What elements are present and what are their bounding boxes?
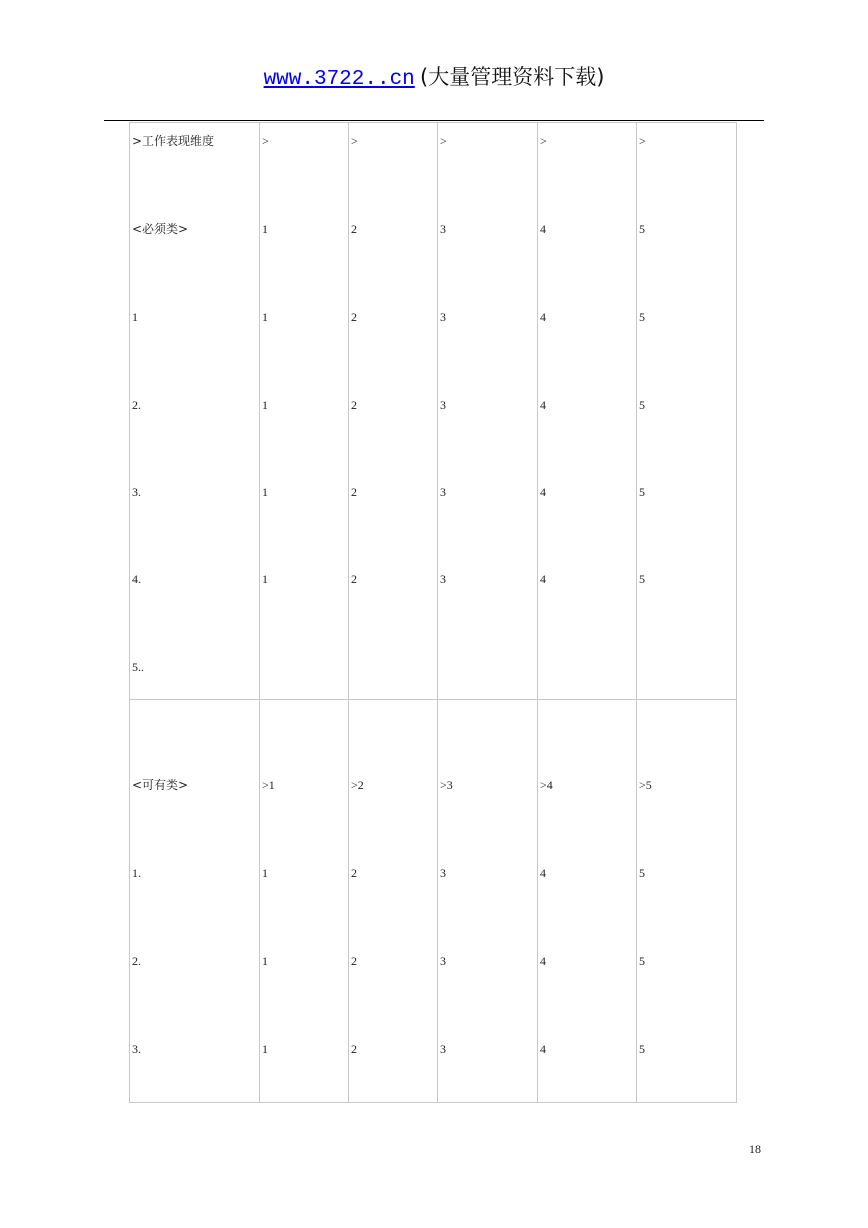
row-label: <可有类> bbox=[132, 778, 189, 792]
rating-cell: 1 bbox=[262, 572, 268, 586]
rating-cell: 2 bbox=[351, 310, 357, 324]
rating-cell: 4 bbox=[540, 866, 546, 880]
rating-cell: 5 bbox=[639, 485, 645, 499]
column-divider bbox=[259, 122, 260, 1103]
rating-cell: 5 bbox=[639, 222, 645, 236]
rating-cell: 3 bbox=[440, 485, 446, 499]
rating-cell: 3 bbox=[440, 866, 446, 880]
rating-cell: 1 bbox=[262, 398, 268, 412]
rating-cell: 5 bbox=[639, 866, 645, 880]
rating-cell: 2 bbox=[351, 485, 357, 499]
rating-cell: 5 bbox=[639, 310, 645, 324]
rating-cell: 1 bbox=[262, 866, 268, 880]
rating-cell: > bbox=[639, 134, 646, 148]
rating-cell: 3 bbox=[440, 398, 446, 412]
rating-cell: 5 bbox=[639, 1042, 645, 1056]
rating-cell: 4 bbox=[540, 954, 546, 968]
rating-cell: 3 bbox=[440, 222, 446, 236]
rating-cell: 3 bbox=[440, 954, 446, 968]
rating-cell: 3 bbox=[440, 1042, 446, 1056]
rating-cell: 2 bbox=[351, 398, 357, 412]
rating-table bbox=[129, 122, 737, 1103]
row-label: 1 bbox=[132, 310, 138, 324]
column-divider bbox=[437, 122, 438, 1103]
rating-cell: > bbox=[351, 134, 358, 148]
rating-cell: > bbox=[540, 134, 547, 148]
rating-cell: >5 bbox=[639, 778, 652, 792]
rating-cell: 4 bbox=[540, 572, 546, 586]
rating-cell: 2 bbox=[351, 1042, 357, 1056]
rating-cell: >4 bbox=[540, 778, 553, 792]
rating-cell: 1 bbox=[262, 222, 268, 236]
section-divider bbox=[129, 699, 737, 700]
row-label: <必须类> bbox=[132, 222, 189, 236]
rating-cell: 4 bbox=[540, 485, 546, 499]
page-header bbox=[0, 62, 868, 95]
header-note: (大量管理资料下载) bbox=[420, 65, 605, 89]
rating-cell: 5 bbox=[639, 954, 645, 968]
rating-cell: 4 bbox=[540, 310, 546, 324]
row-label: 2. bbox=[132, 398, 141, 412]
rating-cell: > bbox=[440, 134, 447, 148]
rating-cell: 5 bbox=[639, 572, 645, 586]
rating-cell: 1 bbox=[262, 485, 268, 499]
rating-cell: >2 bbox=[351, 778, 364, 792]
row-label: 2. bbox=[132, 954, 141, 968]
rating-cell: > bbox=[262, 134, 269, 148]
rating-cell: 2 bbox=[351, 572, 357, 586]
row-label: 3. bbox=[132, 485, 141, 499]
rating-cell: 2 bbox=[351, 954, 357, 968]
column-divider bbox=[636, 122, 637, 1103]
row-label: >工作表现维度 bbox=[132, 134, 215, 148]
row-label: 4. bbox=[132, 572, 141, 586]
row-label: 1. bbox=[132, 866, 141, 880]
rating-cell: >1 bbox=[262, 778, 275, 792]
column-divider bbox=[537, 122, 538, 1103]
rating-cell: 1 bbox=[262, 954, 268, 968]
page-number: 18 bbox=[749, 1142, 761, 1156]
rating-cell: 1 bbox=[262, 310, 268, 324]
rating-cell: 3 bbox=[440, 310, 446, 324]
rating-cell: 5 bbox=[639, 398, 645, 412]
rating-cell: 3 bbox=[440, 572, 446, 586]
rating-cell: 4 bbox=[540, 1042, 546, 1056]
rating-cell: 1 bbox=[262, 1042, 268, 1056]
rating-cell: 2 bbox=[351, 866, 357, 880]
rating-cell: 2 bbox=[351, 222, 357, 236]
rating-cell: 4 bbox=[540, 222, 546, 236]
row-label: 5.. bbox=[132, 660, 144, 674]
row-label: 3. bbox=[132, 1042, 141, 1056]
column-divider bbox=[348, 122, 349, 1103]
header-rule bbox=[104, 120, 764, 121]
site-link[interactable]: www.3722..cn bbox=[263, 68, 415, 91]
rating-cell: >3 bbox=[440, 778, 453, 792]
rating-cell: 4 bbox=[540, 398, 546, 412]
